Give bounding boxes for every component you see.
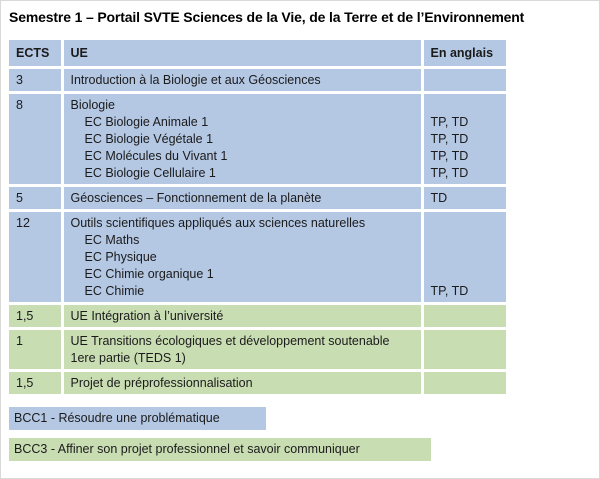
en-anglais-cell — [422, 211, 506, 304]
ue-cell — [62, 304, 422, 329]
en-anglais-line — [431, 350, 503, 367]
ue-cell — [62, 329, 422, 371]
en-anglais-line: TP, TD — [430, 284, 469, 298]
ects-cell: 1,5 — [9, 371, 62, 395]
ue-line: EC Biologie Cellulaire 1 — [84, 166, 216, 180]
ue-line: EC Physique — [84, 250, 157, 264]
ue-line: EC Biologie Animale 1 — [84, 115, 209, 129]
ue-line: EC Chimie — [84, 284, 145, 298]
ects-cell: 1 — [9, 329, 62, 371]
course-table-body — [9, 40, 506, 394]
ue-line: Biologie — [70, 98, 115, 112]
column-header-en-anglais: En anglais — [422, 40, 506, 68]
en-anglais-cell — [422, 186, 506, 211]
en-anglais-line — [431, 97, 503, 114]
ue-line: UE Transitions écologiques et développement soutenable — [70, 334, 390, 348]
page-title: Semestre 1 – Portail SVTE Sciences de la Vie, de la Terre et de l’Environnement — [9, 9, 525, 25]
column-header-ue: UE — [62, 40, 422, 68]
ue-cell — [62, 371, 422, 395]
en-anglais-line — [431, 249, 503, 266]
ue-line: EC Chimie organique 1 — [84, 267, 214, 281]
ue-line: 1ere partie (TEDS 1) — [70, 351, 186, 365]
bcc3-badge: BCC3 - Affiner son projet professionnel et savoir communiquer — [9, 438, 431, 461]
table-row — [9, 304, 506, 329]
en-anglais-line — [431, 232, 503, 249]
en-anglais-cell — [422, 329, 506, 371]
en-anglais-line — [431, 215, 503, 232]
table-row — [9, 371, 506, 395]
ects-cell: 8 — [9, 93, 62, 186]
ue-line: EC Maths — [84, 233, 140, 247]
en-anglais-line — [431, 333, 503, 350]
en-anglais-line: TP, TD — [430, 149, 469, 163]
en-anglais-line: TP, TD — [430, 166, 469, 180]
column-header-ects: ECTS — [9, 40, 62, 68]
en-anglais-cell — [422, 304, 506, 329]
course-table — [9, 40, 506, 394]
en-anglais-line: TP, TD — [430, 115, 469, 129]
ue-cell — [62, 211, 422, 304]
en-anglais-line — [431, 375, 503, 392]
table-row — [9, 211, 506, 304]
ects-cell: 3 — [9, 68, 62, 93]
en-anglais-line: TD — [430, 191, 448, 205]
en-anglais-cell — [422, 93, 506, 186]
en-anglais-line — [431, 266, 503, 283]
en-anglais-line — [431, 308, 503, 325]
table-row — [9, 329, 506, 371]
table-row — [9, 186, 506, 211]
ects-cell: 12 — [9, 211, 62, 304]
table-row — [9, 68, 506, 93]
table-row — [9, 93, 506, 186]
ue-line: EC Biologie Végétale 1 — [84, 132, 214, 146]
ects-cell: 5 — [9, 186, 62, 211]
en-anglais-line: TP, TD — [430, 132, 469, 146]
ects-cell: 1,5 — [9, 304, 62, 329]
ue-line: Projet de préprofessionnalisation — [70, 376, 253, 390]
ue-line: Outils scientifiques appliqués aux sciences naturelles — [70, 216, 366, 230]
ue-cell — [62, 68, 422, 93]
ue-line: EC Molécules du Vivant 1 — [84, 149, 228, 163]
en-anglais-line — [431, 72, 503, 89]
ue-line: Géosciences – Fonctionnement de la planète — [70, 191, 322, 205]
ue-line: UE Intégration à l’université — [70, 309, 224, 323]
ue-cell — [62, 93, 422, 186]
bcc1-badge: BCC1 - Résoudre une problématique — [9, 407, 266, 430]
ue-cell — [62, 186, 422, 211]
en-anglais-cell — [422, 371, 506, 395]
ue-line: Introduction à la Biologie et aux Géosciences — [70, 73, 321, 87]
table-header-row — [9, 40, 506, 68]
en-anglais-cell — [422, 68, 506, 93]
